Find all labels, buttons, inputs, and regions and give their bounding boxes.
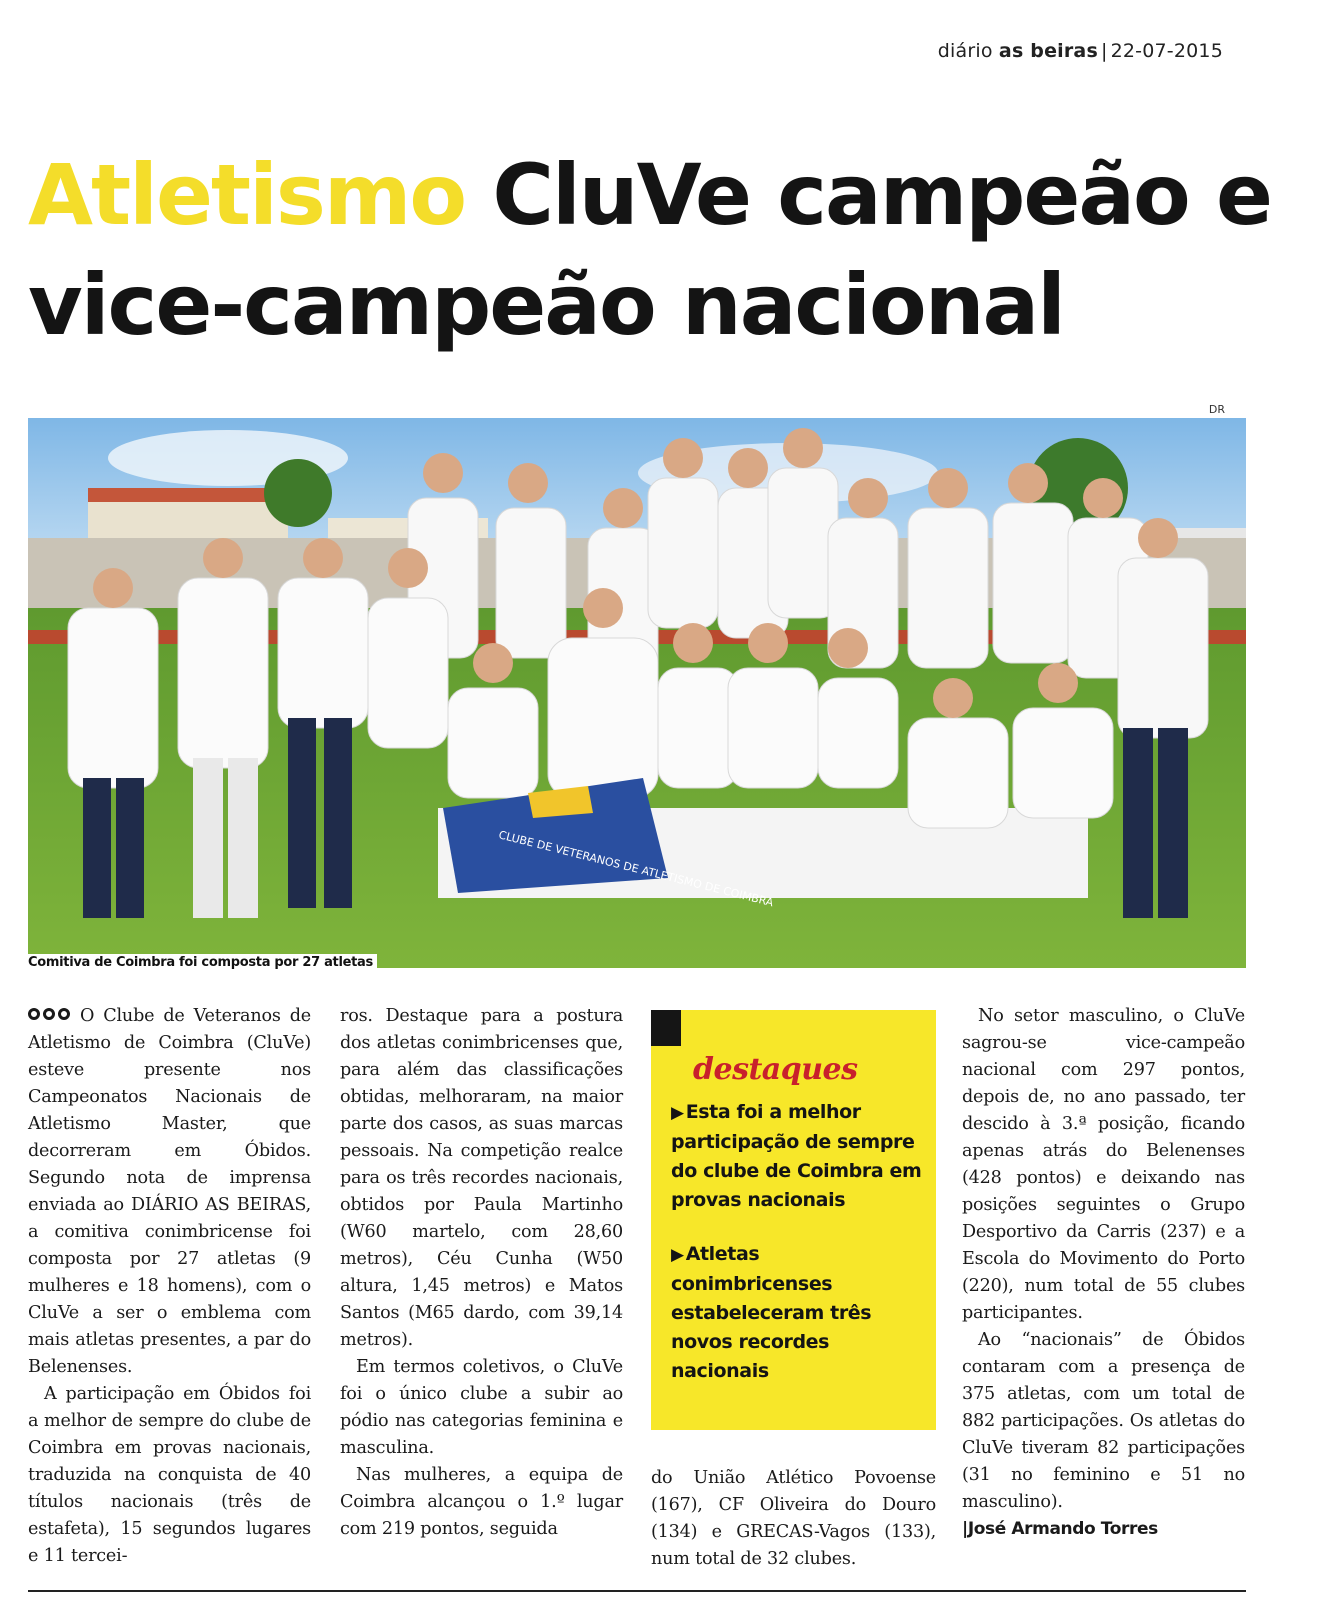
- column-3: [651, 1465, 936, 1573]
- paragraph: A participação em Óbidos foi a melhor de sempre do clube de Coimbra em provas nacionais, traduzida na conquista de 40 títulos nacionais (três de estafeta), 15 segundos lugares e 11 tercei-: [28, 1384, 311, 1566]
- arrow-right-icon: ▶: [671, 1103, 684, 1123]
- bottom-divider: [28, 1590, 1246, 1592]
- box-corner-mark: [651, 1010, 681, 1046]
- paragraph: Nas mulheres, a equipa de Coimbra alcançou o 1.º lugar com 219 pontos, seguida: [340, 1465, 623, 1539]
- column-2: [340, 1003, 623, 1543]
- headline-title: CluVe campeão e vice-campeão nacional: [28, 146, 1271, 354]
- paragraph: No setor masculino, o CluVe sagrou-se vice-campeão nacional com 297 pontos, depois de, no ano passado, ter descido à 3.ª posição, ficando apenas atrás do Belenenses (428 pontos) e deixando nas posições seguintes o Grupo Desportivo da Carris (237) e a Escola do Movimento do Porto (220), num total de 55 clubes participantes.: [962, 1006, 1245, 1323]
- paragraph: [28, 1003, 311, 1381]
- paragraph: Em termos coletivos, o CluVe foi o único clube a subir ao pódio nas categorias feminina e masculina.: [340, 1357, 623, 1458]
- highlight-item: ▶ Esta foi a melhor participação de sempre do clube de Coimbra em provas nacionais: [671, 1101, 922, 1211]
- paragraph-text: O Clube de Veteranos de Atletismo de Coimbra (CluVe) esteve presente nos Campeonatos Nacionais de Atletismo Master, que decorreram em Óbidos. Segundo nota de imprensa enviada ao DIÁRIO AS BEIRAS, a comitiva conimbricense foi composta por 27 atletas (9 mulheres e 18 homens), com o CluVe a ser o emblema com mais atletas presentes, a par do Belenenses.: [28, 1006, 311, 1377]
- column-4: [962, 1003, 1245, 1543]
- paragraph: do União Atlético Povoense (167), CF Oliveira do Douro (134) e GRECAS-Vagos (133), num total de 32 clubes.: [651, 1468, 936, 1569]
- paper-name-bold: as beiras: [998, 40, 1098, 62]
- headline-kicker: Atletismo: [28, 146, 466, 244]
- author-signature: |José Armando Torres: [962, 1519, 1158, 1539]
- photo-caption: Comitiva de Coimbra foi composta por 27 atletas: [28, 954, 377, 971]
- highlights-box: [651, 1010, 936, 1430]
- headline: [28, 140, 1288, 360]
- team-photo: [28, 418, 1246, 968]
- arrow-right-icon: ▶: [671, 1245, 684, 1265]
- highlight-item: ▶ Atletas conimbricenses estabeleceram três novos recordes nacionais: [671, 1243, 872, 1382]
- paper-name-light: diário: [937, 40, 993, 62]
- column-1: [28, 1003, 311, 1570]
- paragraph: Ao “nacionais” de Óbidos contaram com a presença de 375 atletas, com um total de 882 participações. Os atletas do CluVe tiveram 82 participações (31 no feminino e 51 no masculino).: [962, 1330, 1245, 1512]
- highlights-title: destaques: [693, 1052, 858, 1087]
- section-bullets-icon: [28, 1003, 73, 1030]
- masthead: diário as beiras | 22-07-2015: [937, 40, 1223, 62]
- publication-date: 22-07-2015: [1110, 40, 1223, 62]
- photo-credit: DR: [1208, 403, 1225, 416]
- banner-text: CLUBE DE VETERANOS DE ATLETISMO DE COIMBRA: [497, 828, 775, 910]
- paragraph: ros. Destaque para a postura dos atletas conimbricenses que, para além das classificações obtidas, melhoraram, na maior parte dos casos, as suas marcas pessoais. Na competição realce para os três recordes nacionais, obtidos por Paula Martinho (W60 martelo, com 28,60 metros), Céu Cunha (W50 altura, 1,45 metros) e Matos Santos (M65 dardo, com 39,14 metros).: [340, 1006, 623, 1350]
